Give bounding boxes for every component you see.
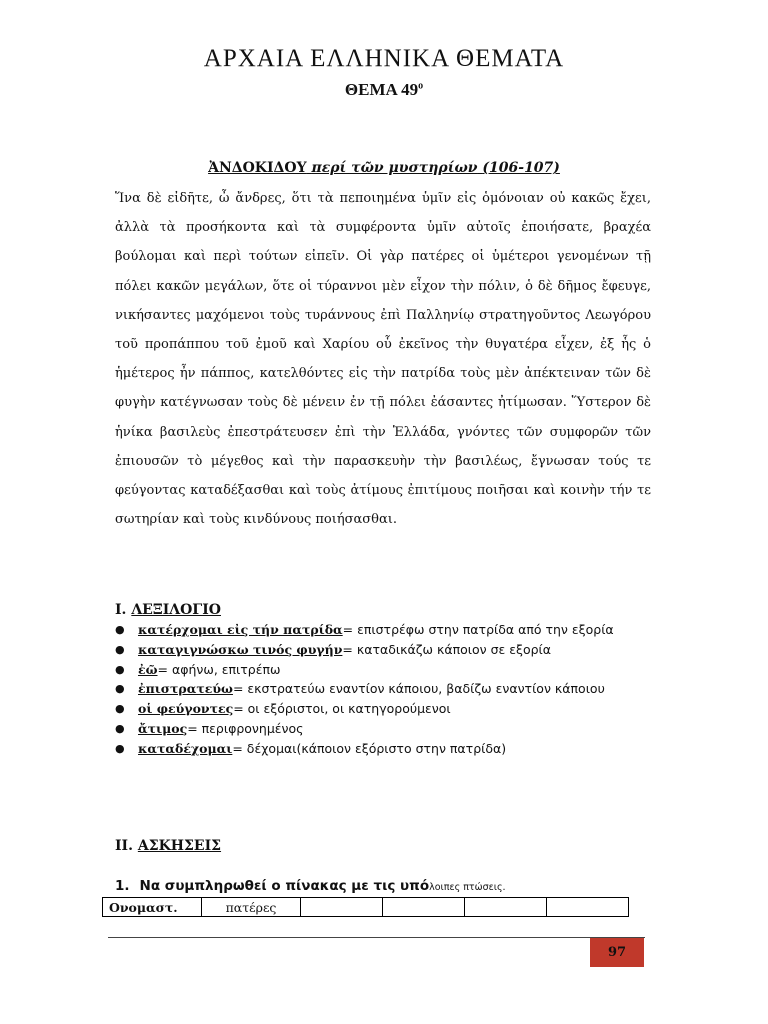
footer-divider — [108, 937, 645, 938]
exercises-prefix: II. — [115, 838, 133, 854]
lexicon-title: ΛΕΞΙΛΟΓΙΟ — [131, 602, 221, 618]
exercise-instruction: Να συμπληρωθεί ο πίνακας με τις υπό — [139, 878, 430, 894]
table-cell — [547, 898, 629, 917]
lexicon-item — [115, 679, 651, 699]
source-work: περί τῶν μυστηρίων — [311, 160, 478, 176]
table-cell: πατέρες — [202, 898, 301, 917]
lexicon-term: καταδέχομαι — [138, 740, 233, 756]
bullet-icon: ● — [115, 682, 125, 696]
lexicon-definition: = αφήνω, επιτρέπω — [157, 661, 281, 677]
lexicon-item — [115, 719, 651, 739]
bullet-icon: ● — [115, 662, 125, 676]
exercise-number: 1. — [115, 878, 130, 894]
lexicon-definition: = οι εξόριστοι, οι κατηγορούμενοι — [233, 701, 451, 717]
lexicon-term: ἐῶ — [138, 661, 158, 677]
source-author: ἈΝΔΟΚΙΔΟΥ — [208, 160, 307, 176]
subtitle-text: ΘΕΜΑ 49 — [344, 80, 419, 99]
lexicon-list — [115, 620, 651, 759]
lexicon-definition: = περιφρονημένος — [187, 720, 304, 736]
page-title: ΑΡΧΑΙΑ ΕΛΛΗΝΙΚΑ ΘΕΜΑΤΑ — [203, 45, 565, 72]
bullet-icon: ● — [115, 741, 125, 755]
lexicon-heading — [115, 602, 221, 618]
bullet-icon: ● — [115, 642, 125, 656]
greek-passage: Ἵνα δὲ εἰδῆτε, ὦ ἄνδρες, ὅτι τὰ πεποιημένα ὑμῖν εἰς ὁμόνοιαν οὐ κακῶς ἔχει, ἀλλὰ τὰ προσήκοντα καὶ τὰ συμφέροντα ὑμῖν αὐτοῖς ἐποιήσατε, βραχέα βούλομαι καὶ περὶ τούτων εἰπεῖν. Οἱ γὰρ πατέρες οἱ ὑμέτεροι γενομένων τῇ πόλει κακῶν μεγάλων, ὅτε οἱ τύραννοι μὲν εἶχον τὴν πόλιν, ὁ δὲ δῆμος ἔφευγε, νικήσαντες μαχόμενοι τοὺς τυράννους ἐπὶ Παλληνίῳ στρατηγοῦντος Λεωγόρου τοῦ προπάππου τοῦ ἐμοῦ καὶ Χαρίου οὗ ἐκεῖνος τὴν θυγατέρα εἶχεν, ἐξ ἧς ὁ ἡμέτερος ἦν πάππος, κατελθόντες εἰς τὴν πατρίδα τοὺς μὲν ἀπέκτειναν τῶν δὲ φυγὴν κατέγνωσαν τοὺς δὲ μένειν ἐν τῇ πόλει ἐάσαντες ἠτίμωσαν. Ὕστερον δὲ ἡνίκα βασιλεὺς ἐπεστράτευσεν ἐπὶ τὴν Ἑλλάδα, γνόντες τῶν συμφορῶν τῶν ἐπιουσῶν τὸ μέγεθος καὶ τὴν παρασκευὴν τὴν βασιλέως, ἔγνωσαν τούς τε φεύγοντας καταδέξασθαι καὶ τοὺς ἀτίμους ἐπιτίμους ποιῆσαι καὶ κοινὴν τήν τε σωτηρίαν καὶ τοὺς κινδύνους ποιήσασθαι. — [115, 191, 651, 528]
exercise-1 — [115, 878, 506, 894]
lexicon-item — [115, 739, 651, 759]
exercises-heading — [115, 838, 221, 854]
page-subtitle — [0, 80, 768, 100]
lexicon-definition: = εκστρατεύω εναντίον κάποιου, βαδίζω εναντίον κάποιου — [232, 681, 605, 697]
table-header-cell: Ονομαστ. — [103, 898, 202, 917]
table-row — [103, 898, 629, 917]
lexicon-definition: = επιστρέφω στην πατρίδα από την εξορία — [342, 622, 614, 637]
lexicon-term: ἐπιστρατεύω — [138, 681, 233, 697]
bullet-icon: ● — [115, 702, 125, 716]
subtitle-superscript: ο — [418, 80, 424, 92]
page-number: 97 — [590, 938, 644, 967]
lexicon-item — [115, 660, 651, 680]
table-cell — [465, 898, 547, 917]
source-range: (106-107) — [482, 160, 560, 176]
table-cell — [301, 898, 383, 917]
lexicon-term: καταγιγνώσκω τινός φυγήν — [138, 641, 343, 657]
lexicon-definition: = δέχομαι(κάποιον εξόριστο στην πατρίδα) — [232, 740, 507, 756]
lexicon-term: οἱ φεύγοντες — [138, 701, 234, 717]
lexicon-prefix: I. — [115, 602, 127, 618]
source-heading — [0, 160, 768, 176]
bullet-icon: ● — [115, 721, 125, 735]
lexicon-definition: = καταδικάζω κάποιον σε εξορία — [342, 641, 552, 657]
bullet-icon: ● — [115, 623, 125, 636]
lexicon-term: ἄτιμος — [138, 720, 188, 736]
lexicon-item — [115, 640, 651, 660]
lexicon-term: κατέρχομαι εἰς τήν πατρίδα — [138, 622, 343, 637]
exercises-title: ΑΣΚΗΣΕΙΣ — [137, 838, 222, 854]
exercise-instruction-tail: λοιπες πτώσεις. — [429, 882, 506, 893]
table-cell — [383, 898, 465, 917]
lexicon-item — [115, 620, 651, 640]
lexicon-item — [115, 699, 651, 719]
cases-table — [102, 897, 629, 917]
